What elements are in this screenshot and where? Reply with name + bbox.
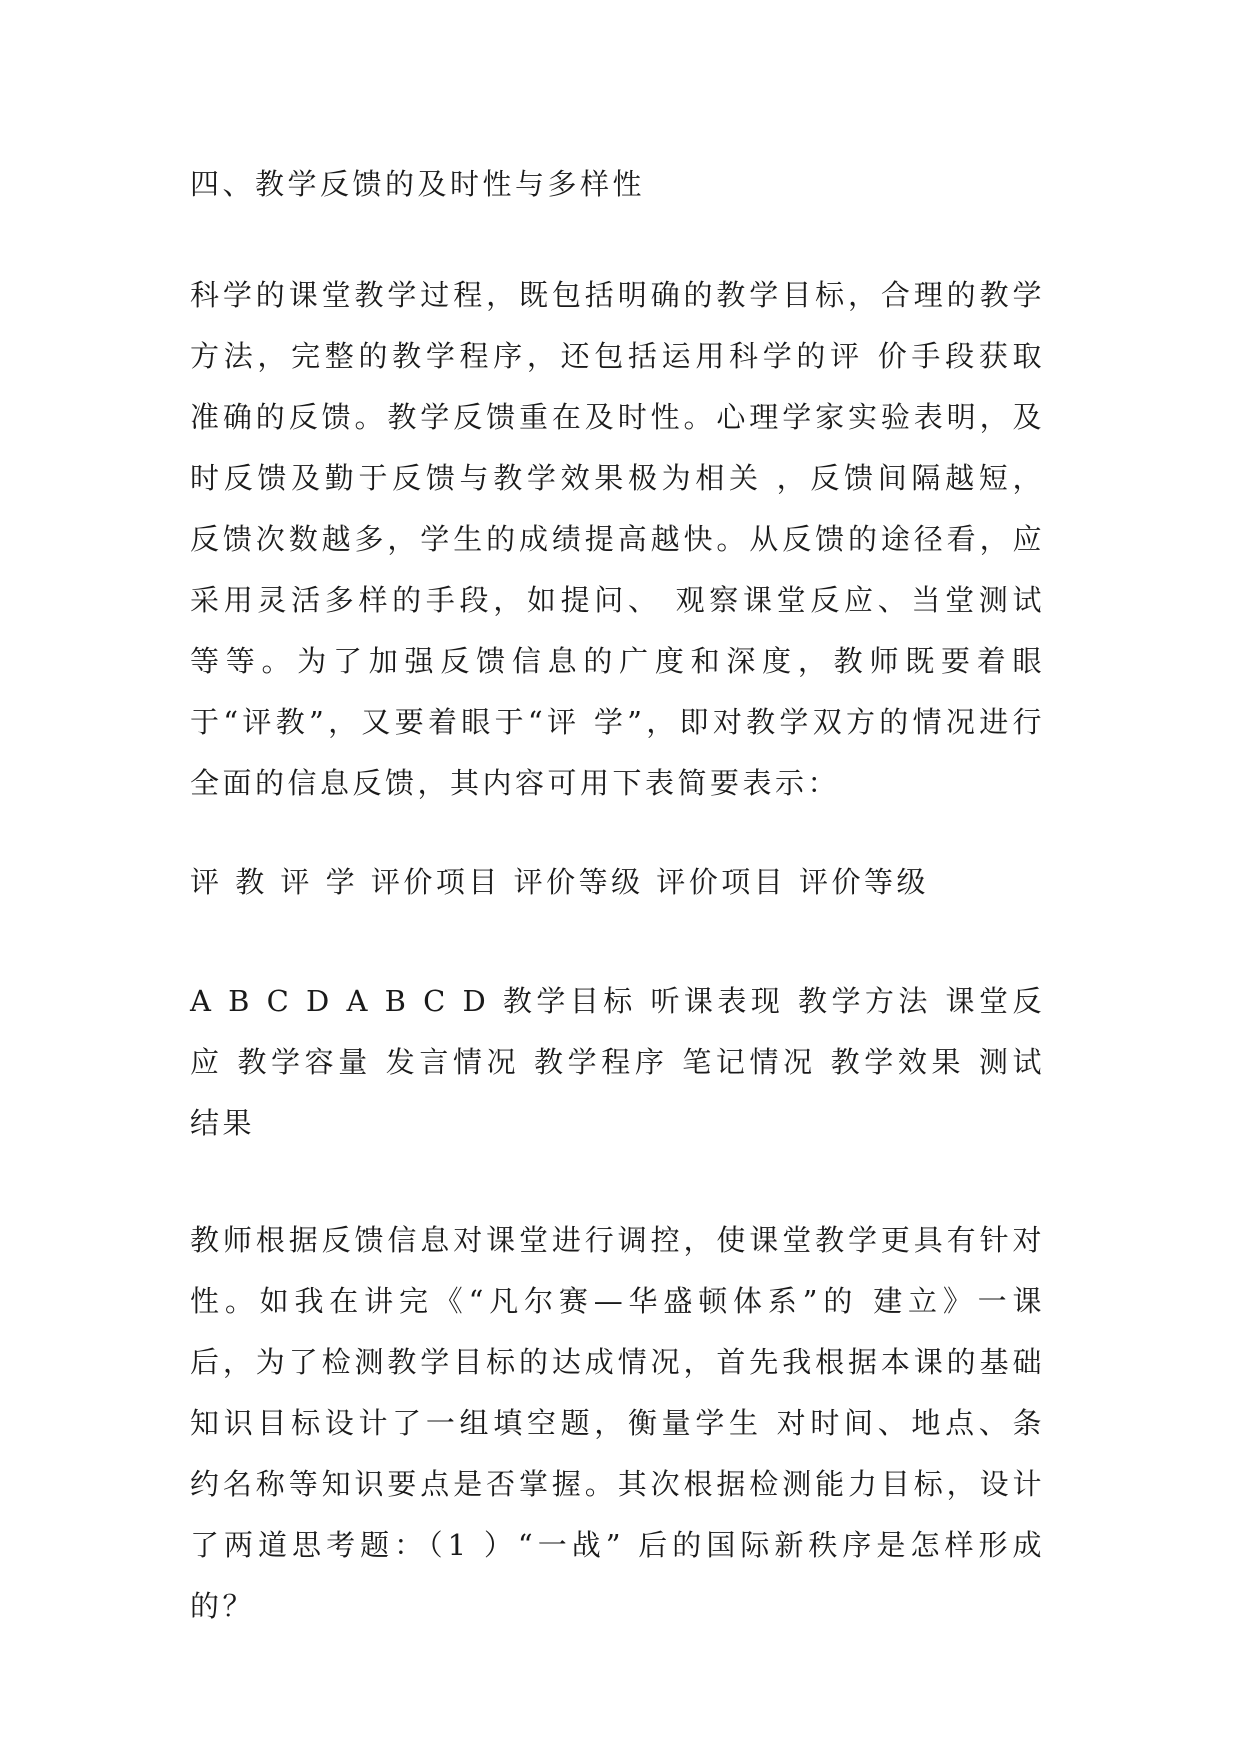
evaluation-table-header: 评 教 评 学 评价项目 评价等级 评价项目 评价等级 <box>190 865 930 899</box>
paragraph-feedback-intro: 科学的课堂教学过程，既包括明确的教学目标，合理的教学方法，完整的教学程序，还包括运用科学的评 价手段获取准确的反馈。教学反馈重在及时性。心理学家实验表明，及时反馈及勤于反馈与教学效果极为相关 ，反馈间隔越短，反馈次数越多，学生的成绩提高越快。从反馈的途径看，应采用灵活多样的手段，如提问、 观察课堂反应、当堂测试等等。为了加强反馈信息的广度和深度，教师既要着眼于“评教”，又要着眼于“评 学”，即对教学双方的情况进行全面的信息反馈，其内容可用下表简要表示： <box>190 278 1045 800</box>
evaluation-table-body: A B C D A B C D 教学目标 听课表现 教学方法 课堂反应 教学容量 发言情况 教学程序 笔记情况 教学效果 测试结果 <box>190 984 1045 1140</box>
section-heading: 四、教学反馈的及时性与多样性 <box>190 167 646 201</box>
paragraph-classroom-adjustment: 教师根据反馈信息对课堂进行调控，使课堂教学更具有针对性。如我在讲完《“凡尔赛—华盛顿体系”的 建立》一课后，为了检测教学目标的达成情况，首先我根据本课的基础知识目标设计了一组填空题，衡量学生 对时间、地点、条约名称等知识要点是否掌握。其次根据检测能力目标，设计了两道思考题：（1 ）“一战” 后的国际新秩序是怎样形成的？ <box>190 1223 1045 1623</box>
